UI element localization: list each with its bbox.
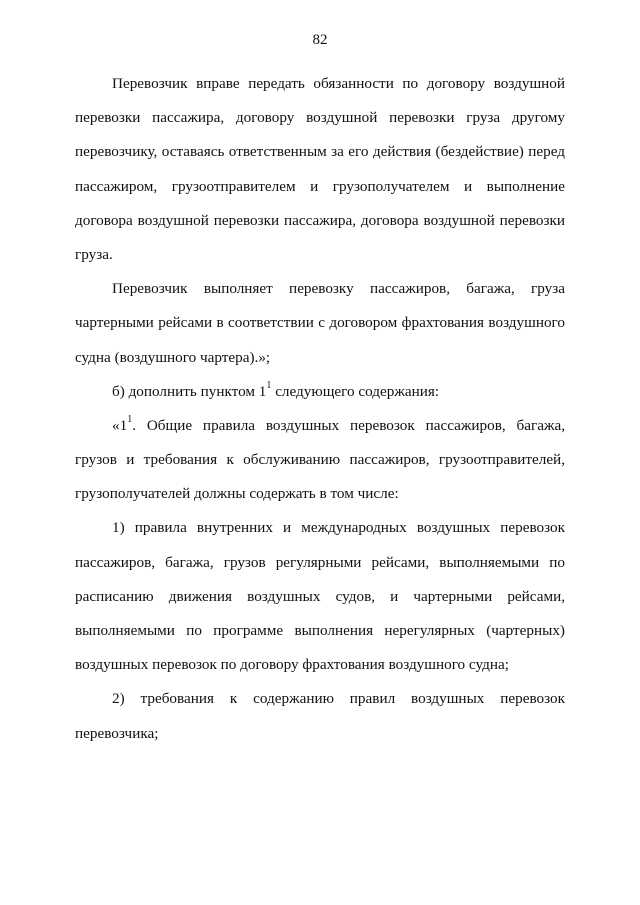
text-line: договора воздушной перевозки пассажира, договора воздушной перевозки xyxy=(75,211,565,229)
text-line: перевозки пассажира, договору воздушной перевозки груза другому xyxy=(75,109,565,127)
page-number: 82 xyxy=(312,32,328,48)
text-fragment: «1 xyxy=(112,416,128,434)
paragraph-item-2 xyxy=(75,682,565,750)
text-line xyxy=(75,409,565,443)
text-line: грузополучателей должны содержать в том числе: xyxy=(75,485,399,503)
text-line: пассажиров, багажа, грузов регулярными рейсами, выполняемыми по xyxy=(75,553,565,571)
text-line: 2) требования к содержанию правил воздушных перевозок xyxy=(112,690,565,708)
text-line: выполняемыми по программе выполнения нерегулярных (чартерных) xyxy=(75,622,565,639)
text-fragment: следующего содержания: xyxy=(271,382,440,400)
superscript: 1 xyxy=(127,413,133,425)
text-line: груза. xyxy=(75,245,113,263)
text-fragment: . Общие правила воздушных перевозок пассажиров, багажа, xyxy=(132,416,565,434)
paragraph-amendment-b xyxy=(75,375,565,409)
text-line: 1) правила внутренних и международных воздушных перевозок xyxy=(112,519,565,537)
text-line: пассажиром, грузоотправителем и грузополучателем и выполнение xyxy=(75,177,565,195)
text-line: перевозчику, оставаясь ответственным за его действия (бездействие) перед xyxy=(75,143,565,161)
text-line: воздушных перевозок по договору фрахтования воздушного судна; xyxy=(75,656,509,674)
superscript: 1 xyxy=(266,379,272,391)
text-line: Перевозчик выполняет перевозку пассажиров, багажа, груза xyxy=(112,280,565,298)
text-line: расписанию движения воздушных судов, и чартерными рейсами, xyxy=(75,587,565,605)
paragraph-charter-flights xyxy=(75,272,565,375)
text-line xyxy=(75,375,565,409)
paragraph-item-1 xyxy=(75,511,565,682)
text-line: судна (воздушного чартера).»; xyxy=(75,348,271,366)
document-body xyxy=(75,67,565,751)
text-line: чартерными рейсами в соответствии с договором фрахтования воздушного xyxy=(75,314,565,332)
text-line: грузов и требования к обслуживанию пассажиров, грузоотправителей, xyxy=(75,451,565,469)
text-fragment: б) дополнить пунктом 1 xyxy=(112,382,267,400)
text-line: перевозчика; xyxy=(75,724,159,742)
paragraph-carrier-transfer xyxy=(75,67,565,272)
text-line: Перевозчик вправе передать обязанности по договору воздушной xyxy=(112,75,565,92)
paragraph-general-rules xyxy=(75,409,565,512)
